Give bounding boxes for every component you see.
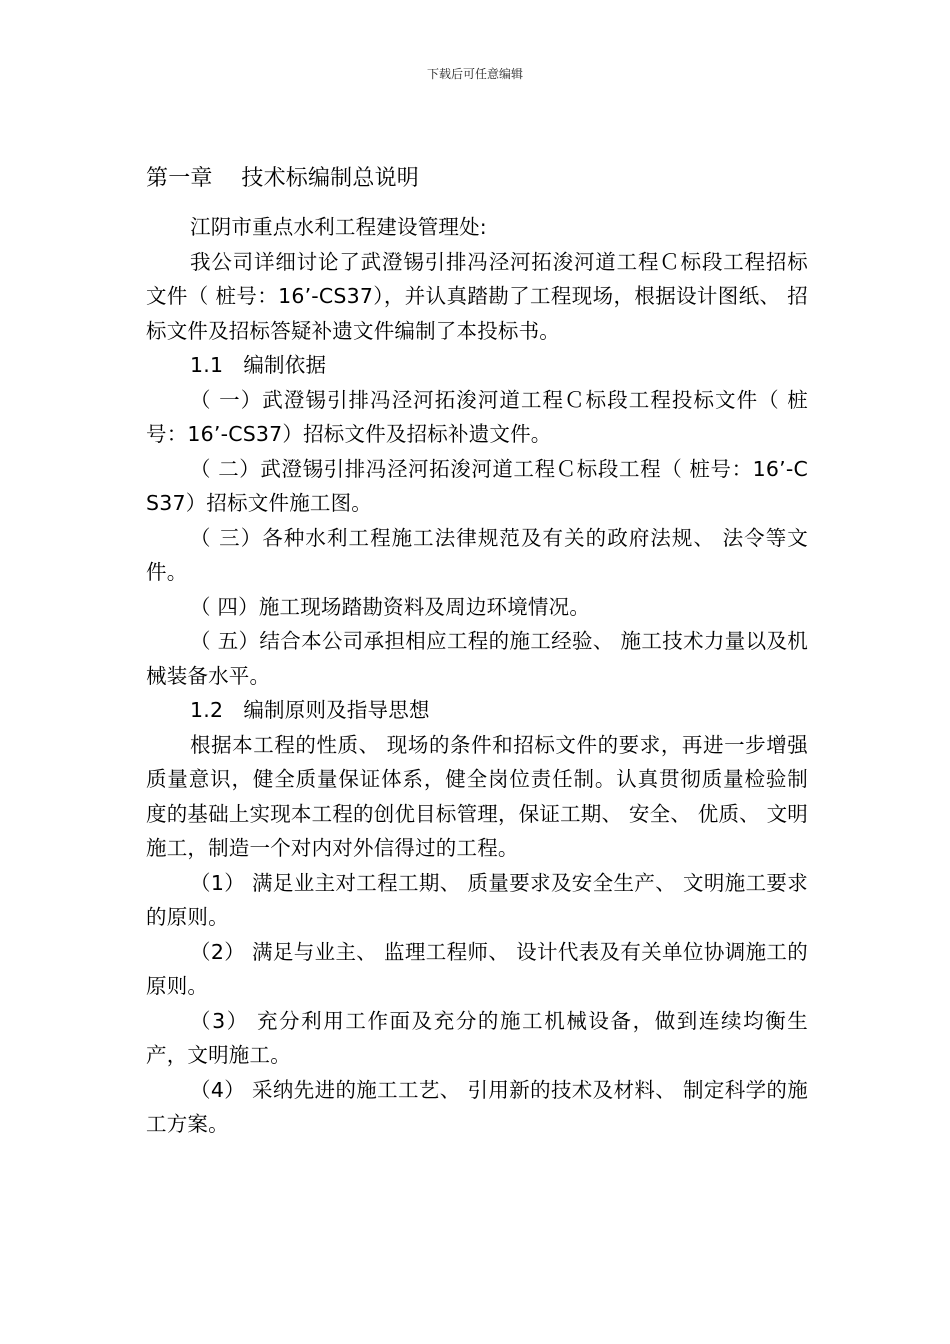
addressee: 江阴市重点水利工程建设管理处: — [190, 215, 487, 239]
basis-item: （ 二）武澄锡引排冯泾河拓浚河道工程Ｃ标段工程（ 桩号：16’-CS37）招标文件施工图。 — [146, 456, 808, 515]
section-title-principles: 1.2 编制原则及指导思想 — [190, 698, 430, 722]
basis-item: （ 四）施工现场踏勘资料及周边环境情况。 — [190, 594, 591, 619]
principle-item: （1） 满足业主对工程工期、 质量要求及安全生产、 文明施工要求的原则。 — [146, 870, 808, 929]
intro-paragraph: 我公司详细讨论了武澄锡引排冯泾河拓浚河道工程Ｃ标段工程招标文件（ 桩号：16’-CS37），并认真踏勘了工程现场，根据设计图纸、 招标文件及招标答疑补遗文件编制了本投标书。 — [146, 249, 808, 343]
basis-item: （ 一）武澄锡引排冯泾河拓浚河道工程Ｃ标段工程投标文件（ 桩号：16’-CS37）招标文件及招标补遗文件。 — [146, 387, 808, 446]
principle-item: （4） 采纳先进的施工工艺、 引用新的技术及材料、 制定科学的施工方案。 — [146, 1077, 808, 1136]
principles-intro: 根据本工程的性质、 现场的条件和招标文件的要求，再进一步增强质量意识，健全质量保证体系，健全岗位责任制。认真贯彻质量检验制度的基础上实现本工程的创优目标管理，保证工期、 安全、 优质、 文明施工，制造一个对内对外信得过的工程。 — [146, 732, 808, 860]
chapter-title: 第一章 技术标编制总说明 — [146, 166, 419, 191]
document-body — [146, 160, 808, 1142]
section-title-basis: 1.1 编制依据 — [190, 353, 327, 377]
principle-item: （2） 满足与业主、 监理工程师、 设计代表及有关单位协调施工的原则。 — [146, 939, 808, 998]
basis-item: （ 五）结合本公司承担相应工程的施工经验、 施工技术力量以及机械装备水平。 — [146, 629, 808, 688]
basis-item: （ 三）各种水利工程施工法律规范及有关的政府法规、 法令等文件。 — [146, 525, 808, 584]
page-header-note: 下载后可任意编辑 — [426, 67, 523, 81]
principle-item: （3） 充分利用工作面及充分的施工机械设备，做到连续均衡生产，文明施工。 — [146, 1008, 808, 1067]
